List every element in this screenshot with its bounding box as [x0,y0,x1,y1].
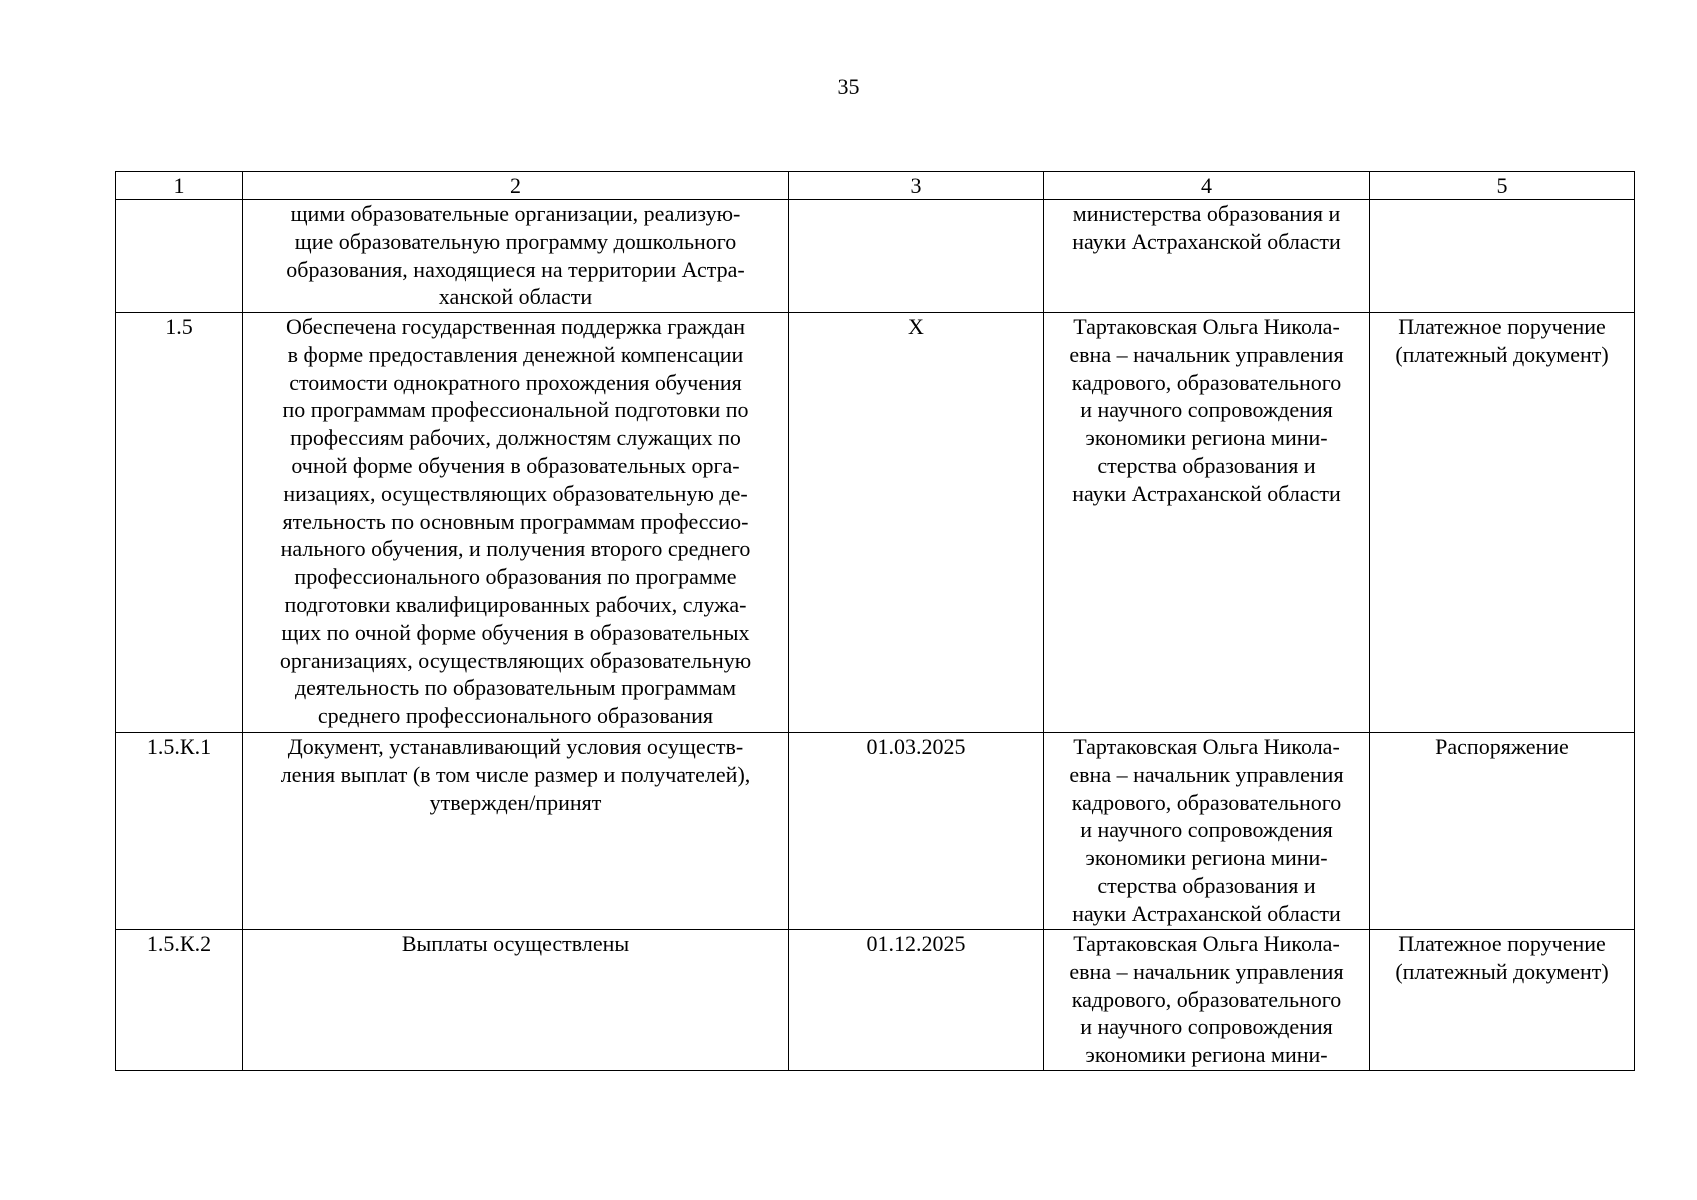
cell-description-line: по программам профессиональной подготовки по [282,397,749,423]
cell-description [243,733,789,930]
cell-responsible [1044,930,1370,1071]
cell-number: 1.5.К.1 [116,733,243,930]
cell-number: 1.5.К.2 [116,930,243,1071]
cell-responsible-line: евна – начальник управления [1069,761,1344,787]
cell-description-line: деятельность по образовательным программам [294,675,737,701]
cell-document [1370,930,1635,1071]
cell-responsible [1044,733,1370,930]
cell-description-line: Обеспечена государственная поддержка граждан [286,314,745,339]
cell-responsible-line: экономики региона мини- [1085,1042,1328,1068]
table-row [116,200,1635,313]
cell-responsible-line: науки Астраханской области [1072,228,1341,254]
cell-responsible-line: кадрового, образовательного [1071,986,1342,1012]
cell-description-line: среднего профессионального образования [317,703,714,729]
cell-description-line: организациях, осуществляющих образовательную [279,647,752,673]
cell-document-line: Распоряжение [1435,734,1569,759]
cell-description-line: Документ, устанавливающий условия осуществ- [287,734,744,759]
table-row [116,313,1635,733]
cell-responsible-line: Тартаковская Ольга Никола- [1073,314,1340,339]
cell-number [116,200,243,313]
cell-date: 01.03.2025 [789,733,1044,930]
cell-description-line: нального обучения, и получения второго среднего [280,536,751,562]
cell-date: X [789,313,1044,733]
cell-responsible-line: стерства образования и [1097,872,1316,898]
cell-responsible-line: евна – начальник управления [1069,341,1344,367]
cell-document-line: Платежное поручение [1398,314,1606,339]
cell-responsible-line: экономики региона мини- [1085,425,1328,451]
column-header-4: 4 [1044,172,1370,200]
cell-responsible-line: и научного сопровождения [1080,397,1333,423]
cell-number: 1.5 [116,313,243,733]
cell-description-line: профессиям рабочих, должностям служащих по [290,425,741,451]
cell-description-line: ления выплат (в том числе размер и получателей), [280,761,751,787]
cell-responsible [1044,313,1370,733]
page-number: 35 [837,74,860,99]
cell-description-line: в форме предоставления денежной компенсации [287,341,744,367]
cell-document [1370,733,1635,930]
cell-description [243,930,789,1071]
table-row [116,930,1635,1071]
cell-description-line: щие образовательную программу дошкольного [294,228,737,254]
cell-document-line: (платежный документ) [1395,958,1609,984]
cell-responsible-line: кадрового, образовательного [1071,369,1342,395]
cell-description-line: образования, находящиеся на территории Астра- [286,256,745,282]
table-header [116,172,1635,200]
cell-responsible-line: Тартаковская Ольга Никола- [1073,734,1340,759]
cell-document [1370,200,1635,313]
table-body [116,200,1635,1071]
cell-description-line: стоимости однократного прохождения обучения [289,369,742,395]
cell-description-line: щих по очной форме обучения в образовательных [281,619,750,645]
cell-responsible-line: кадрового, образовательного [1071,789,1342,815]
cell-description-line: Выплаты осуществлены [401,931,630,956]
cell-responsible-line: и научного сопровождения [1080,817,1333,843]
cell-date [789,200,1044,313]
cell-description-line: утвержден/принят [429,789,602,815]
cell-description-line: низациях, осуществляющих образовательную де- [283,480,748,506]
cell-description [243,313,789,733]
cell-document-line: Платежное поручение [1398,931,1606,956]
cell-description-line: ятельность по основным программам профессио- [282,508,749,534]
table-row [116,733,1635,930]
column-header-3: 3 [789,172,1044,200]
cell-description [243,200,789,313]
cell-responsible-line: евна – начальник управления [1069,958,1344,984]
cell-responsible-line: науки Астраханской области [1072,480,1341,506]
cell-responsible-line: экономики региона мини- [1085,845,1328,871]
cell-responsible-line: и научного сопровождения [1080,1014,1333,1040]
column-header-2: 2 [243,172,789,200]
cell-description-line: подготовки квалифицированных рабочих, служа- [284,591,747,617]
cell-document [1370,313,1635,733]
plan-table [115,171,1635,1071]
column-header-1: 1 [116,172,243,200]
column-header-5: 5 [1370,172,1635,200]
cell-description-line: щими образовательные организации, реализую- [290,201,741,226]
cell-document-line: (платежный документ) [1395,341,1609,367]
cell-responsible-line: науки Астраханской области [1072,900,1341,926]
header-row [116,172,1635,200]
cell-description-line: очной форме обучения в образовательных орга- [291,452,740,478]
cell-responsible [1044,200,1370,313]
cell-responsible-line: Тартаковская Ольга Никола- [1073,931,1340,956]
cell-description-line: ханской области [438,284,593,310]
cell-responsible-line: стерства образования и [1097,452,1316,478]
cell-description-line: профессионального образования по программе [294,564,737,590]
cell-responsible-line: министерства образования и [1072,201,1341,226]
cell-date: 01.12.2025 [789,930,1044,1071]
